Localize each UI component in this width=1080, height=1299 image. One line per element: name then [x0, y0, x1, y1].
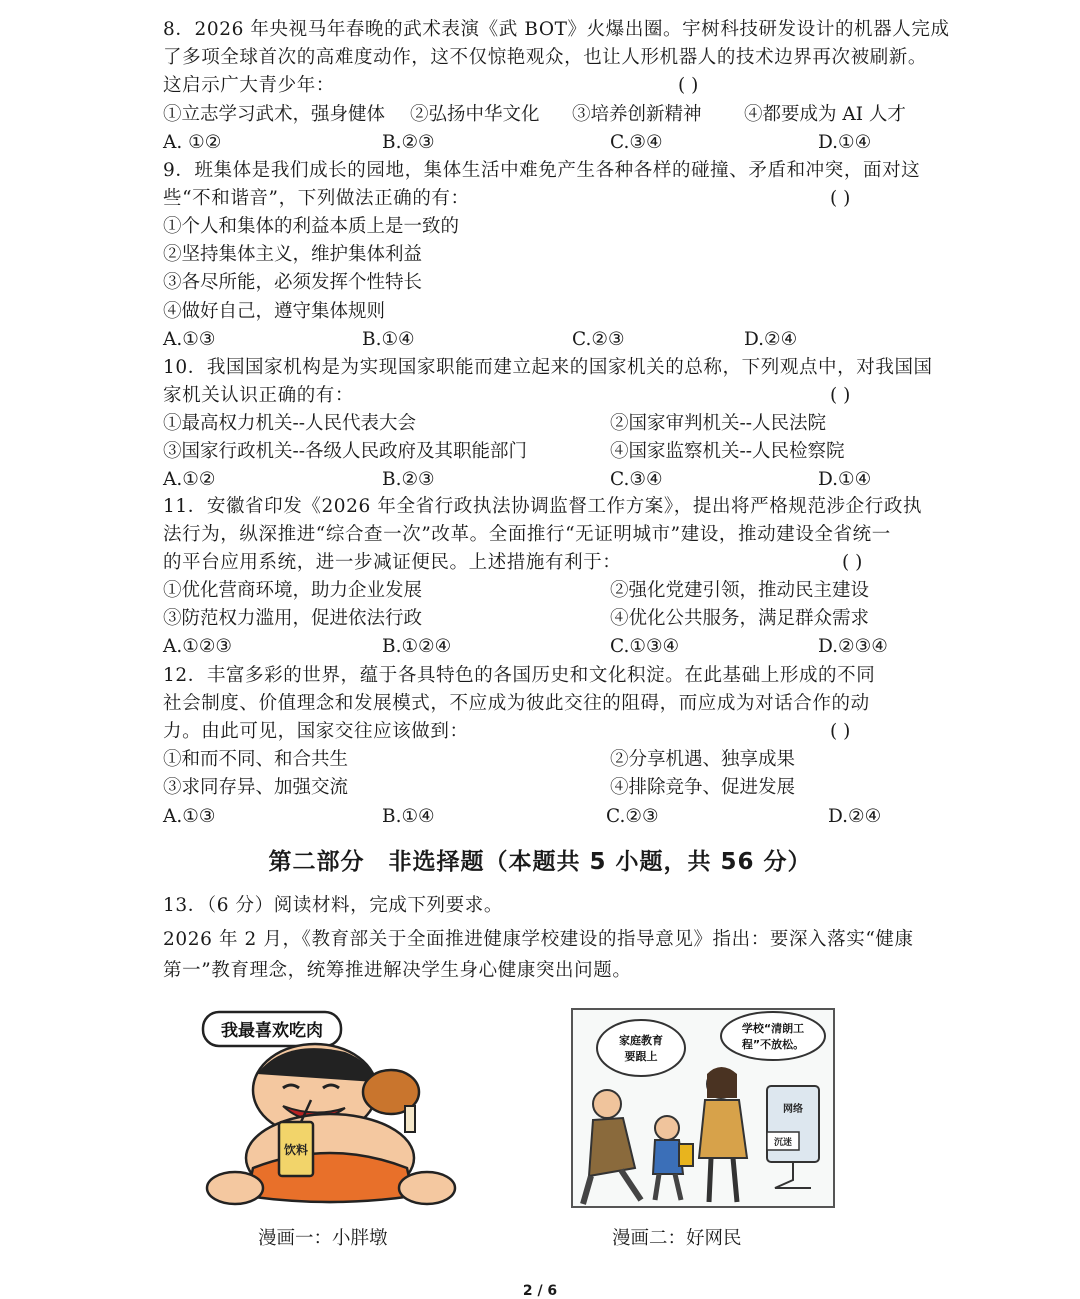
q10-line-2: 家机关认识正确的有：: [163, 385, 355, 406]
q8-answer-paren: ( ): [678, 75, 699, 96]
q12-item-2: ②分享机遇、独享成果: [610, 749, 796, 770]
q11-item-3: ③防范权力滥用，促进依法行政: [163, 608, 423, 629]
q11-choice-a: A.①②③: [163, 636, 232, 657]
q10-line-1: 10．我国国家机构是为实现国家职能而建立起来的国家机关的总称，下列观点中，对我国国: [163, 357, 933, 378]
q8-choice-b: B.②③: [382, 132, 435, 153]
q11-line-3: 的平台应用系统，进一步减证便民。上述措施有利于：: [163, 552, 622, 573]
cartoon-2-bubble-right-line-1: 学校“清朗工: [741, 1022, 805, 1035]
cartoon-2-caption: 漫画二：好网民: [612, 1228, 742, 1249]
q11-choice-b: B.①②④: [382, 636, 452, 657]
q11-choice-c: C.①③④: [610, 636, 680, 657]
cartoon-1-bubble-text: 我最喜欢吃肉: [221, 1021, 323, 1041]
q8-line-1: 8．2026 年央视马年春晚的武术表演《武 BOT》火爆出圈。宇树科技研发设计的机器人完成: [163, 19, 950, 40]
q11-item-4: ④优化公共服务，满足群众需求: [610, 608, 870, 629]
q10-item-4: ④国家监察机关--人民检察院: [610, 441, 845, 462]
q9-item-4: ④做好自己，遵守集体规则: [163, 301, 386, 322]
q9-line-2: 些“不和谐音”，下列做法正确的有：: [163, 188, 470, 209]
q13-line-3: 第一”教育理念，统筹推进解决学生身心健康突出问题。: [163, 960, 632, 981]
q10-item-1: ①最高权力机关--人民代表大会: [163, 413, 417, 434]
q9-choice-d: D.②④: [744, 329, 798, 350]
q11-choice-d: D.②③④: [818, 636, 888, 657]
q11-item-2: ②强化党建引领，推动民主建设: [610, 580, 870, 601]
q8-choice-a: A. ①②: [163, 132, 222, 153]
page-number: 2 / 6: [522, 1283, 558, 1299]
q12-line-2: 社会制度、价值理念和发展模式，不应成为彼此交往的阻碍，而应成为对话合作的动: [163, 693, 870, 714]
q8-item-3: ③培养创新精神: [572, 104, 702, 125]
cartoon-1-fat-kid: [195, 1008, 475, 1208]
cartoon-1-shorts: [247, 1153, 413, 1202]
cartoon-2-mother: [699, 1100, 747, 1158]
part2-heading: 第二部分 非选择题（本题共 5 小题，共 56 分）: [268, 849, 812, 875]
q8-item-4: ④都要成为 AI 人才: [744, 104, 906, 125]
q8-item-2: ②弘扬中华文化: [410, 104, 540, 125]
q11-item-1: ①优化营商环境，助力企业发展: [163, 580, 423, 601]
q9-line-1: 9．班集体是我们成长的园地，集体生活中难免产生各种各样的碰撞、矛盾和冲突，面对这: [163, 160, 921, 181]
cartoon-2-bubble-left-line-1: 家庭教育: [619, 1034, 663, 1047]
cartoon-2-good-netizen: [571, 1008, 835, 1208]
q13-line-1: 13．（6 分）阅读材料，完成下列要求。: [163, 895, 503, 916]
q9-choice-c: C.②③: [572, 329, 625, 350]
q12-item-1: ①和而不同、和合共生: [163, 749, 349, 770]
q8-item-1: ①立志学习武术，强身健体: [163, 104, 386, 125]
q10-answer-paren: ( ): [830, 385, 851, 406]
q8-line-2: 了多项全球首次的高难度动作，这不仅惊艳观众，也让人形机器人的技术边界再次被刷新。: [163, 47, 928, 68]
q10-item-2: ②国家审判机关--人民法院: [610, 413, 827, 434]
q10-choice-c: C.③④: [610, 469, 663, 490]
cartoon-2-bubble-right-line-2: 程”不放松。: [741, 1038, 805, 1051]
q12-item-4: ④排除竞争、促进发展: [610, 777, 796, 798]
q9-answer-paren: ( ): [830, 188, 851, 209]
q11-line-1: 11．安徽省印发《2026 年全省行政执法协调监督工作方案》，提出将严格规范涉企行政执: [163, 496, 923, 517]
cartoon-1-caption: 漫画一：小胖墩: [258, 1228, 388, 1249]
q9-choice-b: B.①④: [362, 329, 415, 350]
q12-answer-paren: ( ): [830, 721, 851, 742]
q11-line-2: 法行为，纵深推进“综合查一次”改革。全面推行“无证明城市”建设，推动建设全省统一: [163, 524, 891, 545]
cartoon-2-box-text: 沉迷: [773, 1138, 793, 1148]
q12-choice-c: C.②③: [606, 806, 659, 827]
q11-answer-paren: ( ): [842, 552, 863, 573]
q10-item-3: ③国家行政机关--各级人民政府及其职能部门: [163, 441, 528, 462]
cartoon-2-bubble-left-line-2: 要跟上: [624, 1050, 658, 1063]
q10-choice-b: B.②③: [382, 469, 435, 490]
q12-line-1: 12．丰富多彩的世界，蕴于各具特色的各国历史和文化积淀。在此基础上形成的不同: [163, 665, 876, 686]
cartoon-1-cup-text: 饮料: [283, 1143, 309, 1157]
cartoon-2-screen-text: 网络: [783, 1104, 803, 1115]
q10-choice-d: D.①④: [818, 469, 872, 490]
q12-line-3: 力。由此可见，国家交往应该做到：: [163, 721, 469, 742]
cartoon-2-bubble-right: [721, 1012, 825, 1060]
q8-choice-c: C.③④: [610, 132, 663, 153]
q12-choice-d: D.②④: [828, 806, 882, 827]
q13-line-2: 2026 年 2 月，《教育部关于全面推进健康学校建设的指导意见》指出：要深入落实“健康: [163, 929, 914, 950]
q8-line-3: 这启示广大青少年：: [163, 75, 335, 96]
q12-item-3: ③求同存异、加强交流: [163, 777, 349, 798]
q9-item-1: ①个人和集体的利益本质上是一致的: [163, 216, 460, 237]
q9-choice-a: A.①③: [163, 329, 216, 350]
q10-choice-a: A.①②: [163, 469, 216, 490]
cartoon-2-bubble-left: [597, 1020, 685, 1076]
q12-choice-b: B.①④: [382, 806, 435, 827]
q9-item-3: ③各尽所能，必须发挥个性特长: [163, 272, 423, 293]
q9-item-2: ②坚持集体主义，维护集体利益: [163, 244, 423, 265]
q8-choice-d: D.①④: [818, 132, 872, 153]
q12-choice-a: A.①③: [163, 806, 216, 827]
